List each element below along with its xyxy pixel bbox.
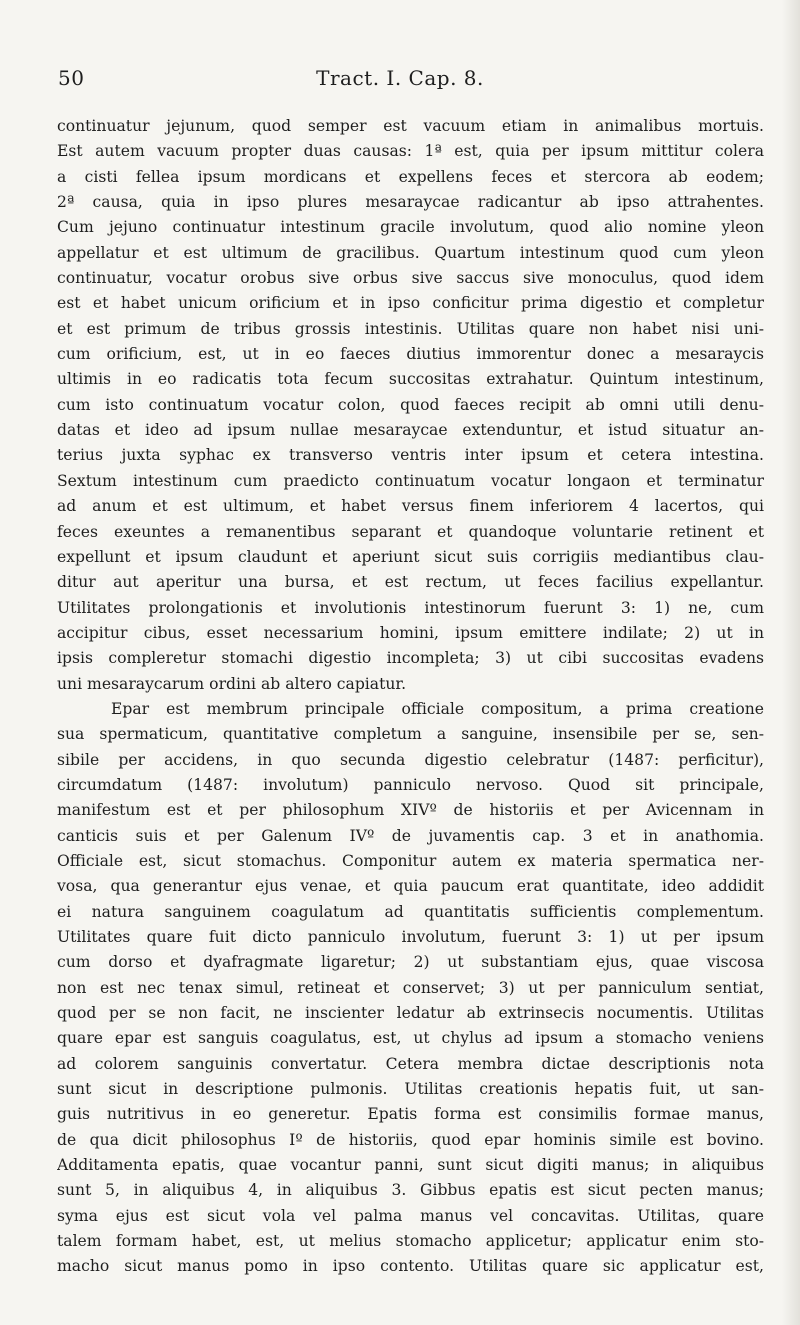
text-line: ipsis compleretur stomachi digestio incompleta; 3) ut cibi succositas evadens [57,649,764,668]
text-line: Utilitates prolongationis et involutionis intestinorum fuerunt 3: 1) ne, cum [57,598,764,617]
text-line: feces exeuntes a remanentibus separant et quandoque voluntarie retinent et [57,522,764,541]
text-line: sibile per accidens, in quo secunda digestio celebratur (1487: perficitur), [57,750,764,769]
text-line: ditur aut aperitur una bursa, et est rectum, ut feces facilius expellantur. [57,573,764,592]
text-line: ei natura sanguinem coagulatum ad quantitatis sufficientis complementum. [57,902,764,921]
text-line: ad colorem sanguinis convertatur. Cetera membra dictae descriptionis nota [57,1054,764,1073]
running-head: Tract. I. Cap. 8. [316,66,484,90]
text-line: 2ª causa, quia in ipso plures mesaraycae radicantur ab ipso attrahentes. [57,193,764,212]
text-line: et est primum de tribus grossis intestinis. Utilitas quare non habet nisi uni- [57,319,764,338]
text-line: continuatur jejunum, quod semper est vacuum etiam in animalibus mortuis. [57,117,764,135]
text-line: talem formam habet, est, ut melius stomacho applicetur; applicatur enim sto- [57,1232,764,1251]
text-line: expellunt et ipsum claudunt et aperiunt sicut suis corrigiis mediantibus clau- [57,547,764,566]
text-line: Utilitates quare fuit dicto panniculo involutum, fuerunt 3: 1) ut per ipsum [57,928,764,946]
text-line: appellatur et est ultimum de gracilibus. Quartum intestinum quod cum yleon [57,243,764,262]
text-line: cum isto continuatum vocatur colon, quod faeces recipit ab omni utili denu- [57,395,764,414]
text-line: cum dorso et dyafragmate ligaretur; 2) ut substantiam ejus, quae viscosa [57,953,764,972]
text-line: datas et ideo ad ipsum nullae mesaraycae extenduntur, et istud situatur an- [57,421,764,440]
body-text [57,114,764,1280]
text-line: ultimis in eo radicatis tota fecum succositas extrahatur. Quintum intestinum, [57,370,764,389]
text-line: Est autem vacuum propter duas causas: 1ª est, quia per ipsum mittitur colera [57,142,764,161]
text-line: terius juxta syphac ex transverso ventris inter ipsum et cetera intestina. [57,446,764,465]
page-header [0,66,800,96]
text-line: de qua dicit philosophus Iº de historiis, quod epar hominis simile est bovino. [57,1130,764,1149]
text-line: syma ejus est sicut vola vel palma manus vel concavitas. Utilitas, quare [57,1206,764,1225]
text-line: cum orificium, est, ut in eo faeces diutius immorentur donec a mesaraycis [57,345,764,364]
text-line: ad anum et est ultimum, et habet versus finem inferiorem 4 lacertos, qui [57,497,764,516]
text-line: uni mesaraycarum ordini ab altero capiatur. [57,674,407,693]
text-line: Cum jejuno continuatur intestinum gracile involutum, quod alio nomine yleon [57,218,764,237]
text-line: quod per se non facit, ne inscienter ledatur ab extrinsecis nocumentis. Utilitas [57,1004,764,1023]
text-line: est et habet unicum orificium et in ipso conficitur prima digestio et completur [57,294,764,313]
paragraph-start-line: Epar est membrum principale officiale compositum, a prima creatione [111,699,764,718]
page-edge-shadow [782,0,800,1325]
text-line: circumdatum (1487: involutum) panniculo nervoso. Quod sit principale, [57,775,764,794]
text-line: non est nec tenax simul, retineat et conservet; 3) ut per panniculum sentiat, [57,978,764,997]
text-line: Additamenta epatis, quae vocantur panni, sunt sicut digiti manus; in aliquibus [57,1156,764,1175]
text-line: guis nutritivus in eo generetur. Epatis forma est consimilis formae manus, [57,1105,764,1124]
text-line: Sextum intestinum cum praedicto continuatum vocatur longaon et terminatur [57,471,764,490]
text-line: quare epar est sanguis coagulatus, est, ut chylus ad ipsum a stomacho veniens [57,1029,764,1048]
text-line: Officiale est, sicut stomachus. Componitur autem ex materia spermatica ner- [57,851,764,870]
text-line: macho sicut manus pomo in ipso contento. Utilitas quare sic applicatur est, [57,1257,764,1276]
text-line: vosa, qua generantur ejus venae, et quia paucum erat quantitate, ideo addidit [57,877,764,896]
text-line: a cisti fellea ipsum mordicans et expellens feces et stercora ab eodem; [57,167,764,186]
text-line: continuatur, vocatur orobus sive orbus sive saccus sive monoculus, quod idem [57,269,764,288]
page-number: 50 [58,66,85,90]
text-line: manifestum est et per philosophum XIVº de historiis et per Avicennam in [57,801,764,820]
text-line: canticis suis et per Galenum IVº de juvamentis cap. 3 et in anathomia. [57,826,764,845]
text-line: sunt 5, in aliquibus 4, in aliquibus 3. Gibbus epatis est sicut pecten manus; [57,1181,764,1200]
text-line: sua spermaticum, quantitative completum a sanguine, insensibile per se, sen- [57,725,764,744]
text-line: accipitur cibus, esset necessarium homini, ipsum emittere indilate; 2) ut in [57,623,764,642]
text-line: sunt sicut in descriptione pulmonis. Utilitas creationis hepatis fuit, ut san- [57,1080,764,1099]
